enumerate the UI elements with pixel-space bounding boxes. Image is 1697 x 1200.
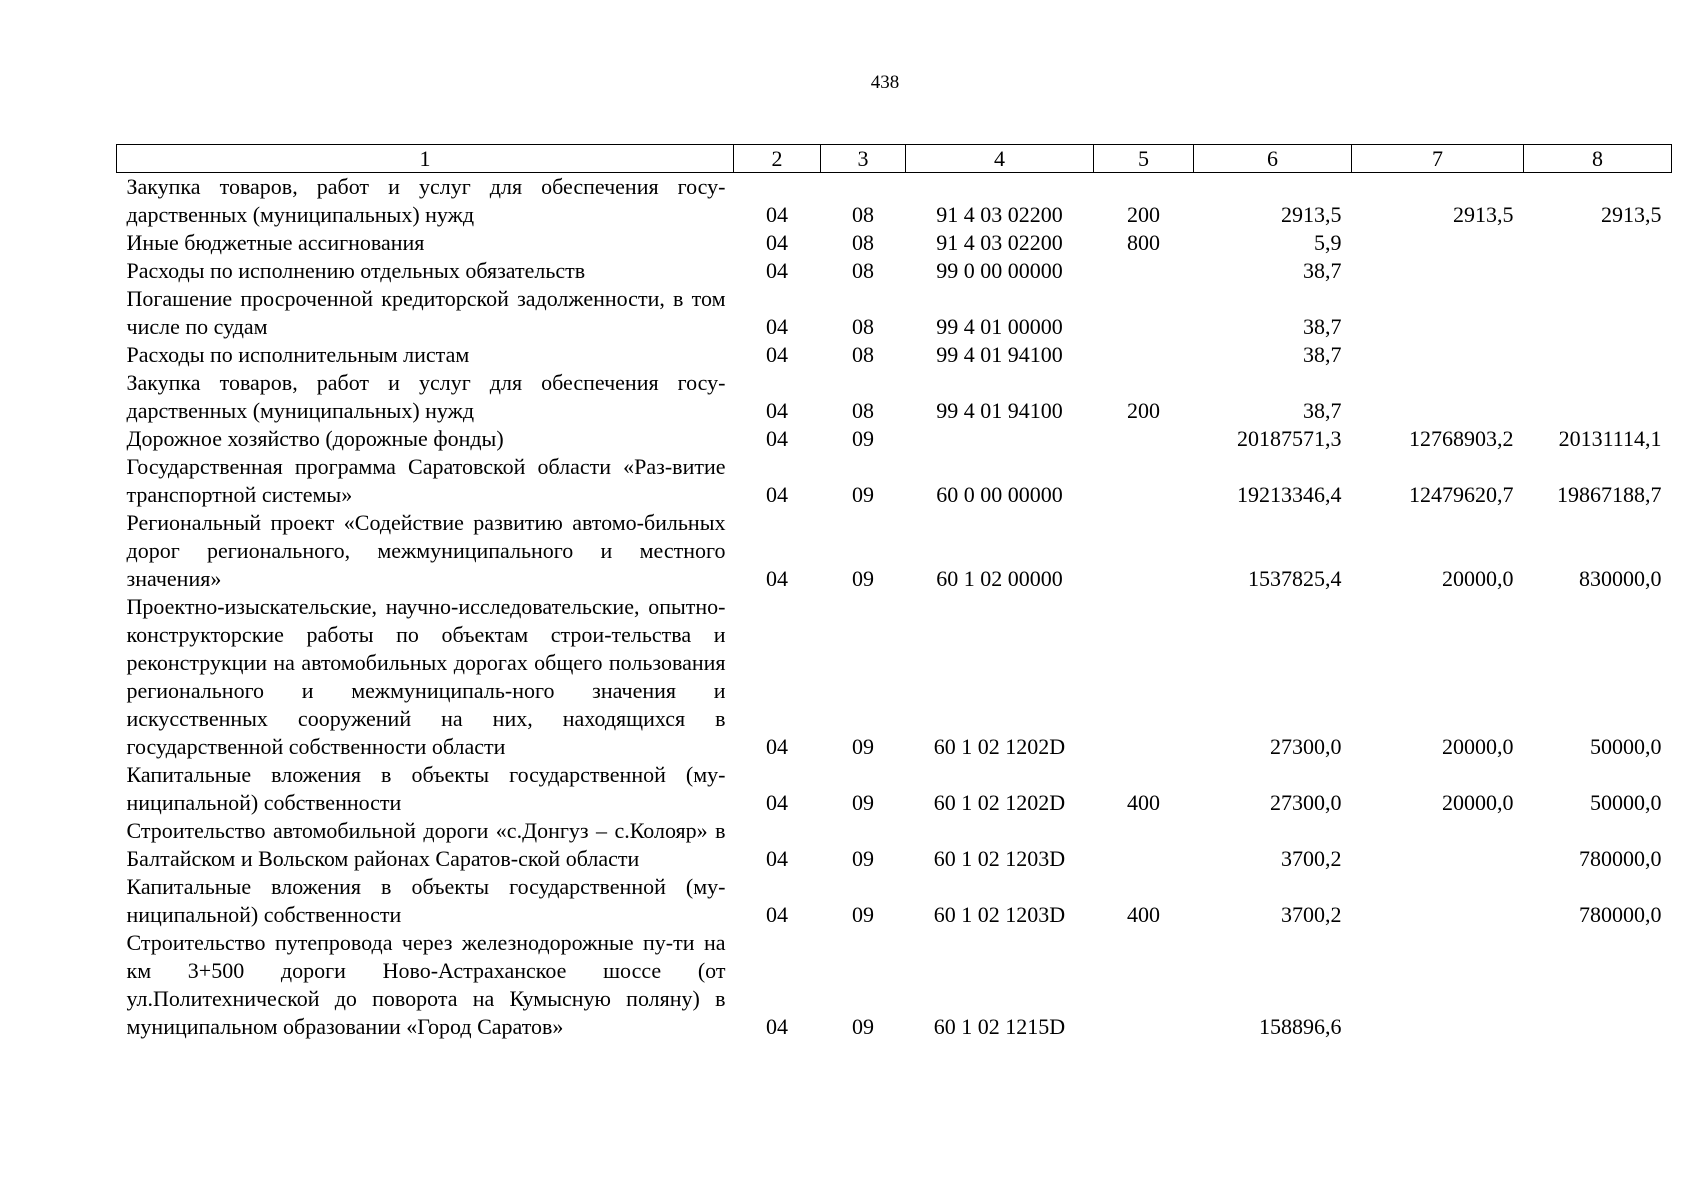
- row-name: Дорожное хозяйство (дорожные фонды): [126, 426, 504, 451]
- table-row: [117, 285, 1672, 341]
- table-row: [117, 929, 1672, 1041]
- header-col-8: 8: [1524, 145, 1672, 173]
- table-header: [117, 145, 1672, 173]
- row-name: Капитальные вложения в объекты государственной (му-ниципальной) собственности: [126, 762, 726, 815]
- row-value-6: 1537825,4: [1248, 566, 1342, 591]
- row-expense-type: [1094, 285, 1194, 341]
- row-expense-type: 200: [1127, 398, 1160, 423]
- row-value-8: 19867188,7: [1557, 482, 1662, 507]
- table-row: [117, 817, 1672, 873]
- row-section: 04: [766, 790, 788, 815]
- row-target-article: 60 1 02 1202D: [933, 734, 1066, 759]
- row-subsection: 09: [852, 902, 874, 927]
- row-subsection: 08: [852, 258, 874, 283]
- row-value-7: [1352, 229, 1524, 257]
- row-value-7: [1352, 341, 1524, 369]
- row-subsection: 08: [852, 230, 874, 255]
- header-col-6: 6: [1194, 145, 1352, 173]
- row-value-8: [1524, 341, 1672, 369]
- row-name: Проектно-изыскательские, научно-исследовательские, опытно-конструкторские работы по объектам строи-тельства и реконструкции на автомобильных дорогах общего пользования регионального и межмуниципаль-ного значения и искусственных сооружений на них, находящихся в государственной собственности области: [126, 594, 726, 759]
- row-name: Региональный проект «Содействие развитию автомо-бильных дорог регионального, межмуниципального и местного значения»: [126, 510, 726, 591]
- row-value-8: 20131114,1: [1558, 426, 1662, 451]
- row-expense-type: [1094, 453, 1194, 509]
- row-target-article: 60 1 02 1203D: [933, 846, 1066, 871]
- row-value-7: 20000,0: [1442, 566, 1514, 591]
- row-value-7: 20000,0: [1442, 790, 1514, 815]
- row-name: Строительство путепровода через железнодорожные пу-ти на км 3+500 дороги Ново-Астраханское шоссе (от ул.Политехнической до поворота на Кумысную поляну) в муниципальном образовании «Город Саратов»: [126, 930, 726, 1039]
- row-target-article: 99 4 01 94100: [936, 342, 1063, 367]
- row-value-8: 780000,0: [1579, 846, 1662, 871]
- row-value-7: 20000,0: [1442, 734, 1514, 759]
- row-value-6: 27300,0: [1270, 734, 1342, 759]
- row-target-article: 60 1 02 1203D: [933, 902, 1066, 927]
- row-section: 04: [766, 566, 788, 591]
- row-value-7: [1352, 257, 1524, 285]
- row-value-8: 830000,0: [1579, 566, 1662, 591]
- row-name: Закупка товаров, работ и услуг для обеспечения госу-дарственных (муниципальных) нужд: [126, 174, 726, 227]
- row-value-6: 158896,6: [1259, 1014, 1342, 1039]
- row-expense-type: [1094, 257, 1194, 285]
- row-subsection: 09: [852, 790, 874, 815]
- row-expense-type: [1094, 929, 1194, 1041]
- header-col-7: 7: [1352, 145, 1524, 173]
- table-row: [117, 257, 1672, 285]
- row-subsection: 08: [852, 398, 874, 423]
- row-subsection: 09: [852, 482, 874, 507]
- row-subsection: 08: [852, 314, 874, 339]
- row-value-6: 38,7: [1303, 258, 1342, 283]
- row-section: 04: [766, 258, 788, 283]
- header-row: [117, 145, 1672, 173]
- row-value-8: 50000,0: [1590, 734, 1662, 759]
- row-target-article: [906, 425, 1094, 453]
- row-value-7: [1352, 369, 1524, 425]
- row-value-7: [1352, 873, 1524, 929]
- row-section: 04: [766, 230, 788, 255]
- row-expense-type: 400: [1127, 902, 1160, 927]
- row-subsection: 08: [852, 342, 874, 367]
- row-expense-type: 800: [1127, 230, 1160, 255]
- row-value-8: 2913,5: [1601, 202, 1662, 227]
- table-row: [117, 873, 1672, 929]
- row-name: Государственная программа Саратовской области «Раз-витие транспортной системы»: [126, 454, 726, 507]
- row-name: Капитальные вложения в объекты государственной (му-ниципальной) собственности: [126, 874, 726, 927]
- row-subsection: 09: [852, 426, 874, 451]
- budget-table: [116, 144, 1672, 1041]
- header-col-1: 1: [117, 145, 734, 173]
- header-col-3: 3: [821, 145, 906, 173]
- table-row: [117, 453, 1672, 509]
- row-subsection: 09: [852, 734, 874, 759]
- row-value-8: 50000,0: [1590, 790, 1662, 815]
- row-name: Расходы по исполнению отдельных обязательств: [126, 258, 586, 283]
- row-value-7: 12479620,7: [1409, 482, 1514, 507]
- header-col-4: 4: [906, 145, 1094, 173]
- row-target-article: 99 4 01 00000: [936, 314, 1063, 339]
- row-value-7: [1352, 817, 1524, 873]
- table-row: [117, 593, 1672, 761]
- row-target-article: 60 1 02 00000: [936, 566, 1063, 591]
- row-section: 04: [766, 902, 788, 927]
- row-name: Строительство автомобильной дороги «с.Донгуз – с.Колояр» в Балтайском и Вольском районах Саратов-ской области: [126, 818, 726, 871]
- table-row: [117, 425, 1672, 453]
- row-expense-type: [1094, 817, 1194, 873]
- row-subsection: 09: [852, 566, 874, 591]
- row-section: 04: [766, 426, 788, 451]
- row-target-article: 60 0 00 00000: [936, 482, 1063, 507]
- row-name: Иные бюджетные ассигнования: [126, 230, 425, 255]
- row-expense-type: [1094, 341, 1194, 369]
- row-target-article: 60 1 02 1202D: [933, 790, 1066, 815]
- row-target-article: 99 0 00 00000: [936, 258, 1063, 283]
- row-section: 04: [766, 314, 788, 339]
- row-subsection: 09: [852, 1014, 874, 1039]
- row-value-6: 38,7: [1303, 342, 1342, 367]
- table-row: [117, 341, 1672, 369]
- row-name: Расходы по исполнительным листам: [126, 342, 470, 367]
- table-row: [117, 509, 1672, 593]
- row-value-6: 20187571,3: [1237, 426, 1342, 451]
- row-target-article: 99 4 01 94100: [936, 398, 1063, 423]
- table-row: [117, 761, 1672, 817]
- table-body: [117, 173, 1672, 1042]
- row-value-6: 3700,2: [1281, 902, 1342, 927]
- row-expense-type: [1094, 425, 1194, 453]
- row-section: 04: [766, 734, 788, 759]
- row-expense-type: 400: [1127, 790, 1160, 815]
- row-expense-type: [1094, 593, 1194, 761]
- row-value-6: 2913,5: [1281, 202, 1342, 227]
- row-value-6: 27300,0: [1270, 790, 1342, 815]
- page-number: 438: [870, 72, 900, 93]
- row-name: Погашение просроченной кредиторской задолженности, в том числе по судам: [126, 286, 726, 339]
- table-row: [117, 229, 1672, 257]
- row-section: 04: [766, 342, 788, 367]
- row-value-8: 780000,0: [1579, 902, 1662, 927]
- row-value-7: [1352, 929, 1524, 1041]
- row-section: 04: [766, 398, 788, 423]
- row-value-7: 2913,5: [1453, 202, 1514, 227]
- row-expense-type: 200: [1127, 202, 1160, 227]
- row-section: 04: [766, 1014, 788, 1039]
- table-row: [117, 369, 1672, 425]
- row-value-8: [1524, 257, 1672, 285]
- row-value-6: 3700,2: [1281, 846, 1342, 871]
- row-section: 04: [766, 482, 788, 507]
- header-col-2: 2: [734, 145, 821, 173]
- row-value-7: 12768903,2: [1409, 426, 1514, 451]
- row-value-8: [1524, 229, 1672, 257]
- header-col-5: 5: [1094, 145, 1194, 173]
- row-value-8: [1524, 285, 1672, 341]
- row-section: 04: [766, 846, 788, 871]
- row-subsection: 09: [852, 846, 874, 871]
- table-row: [117, 173, 1672, 230]
- row-value-6: 38,7: [1303, 314, 1342, 339]
- row-target-article: 91 4 03 02200: [936, 230, 1063, 255]
- row-subsection: 08: [852, 202, 874, 227]
- row-value-8: [1524, 929, 1672, 1041]
- row-name: Закупка товаров, работ и услуг для обеспечения госу-дарственных (муниципальных) нужд: [126, 370, 726, 423]
- row-expense-type: [1094, 509, 1194, 593]
- row-target-article: 60 1 02 1215D: [933, 1014, 1066, 1039]
- row-target-article: 91 4 03 02200: [936, 202, 1063, 227]
- row-value-6: 5,9: [1314, 230, 1342, 255]
- row-value-8: [1524, 369, 1672, 425]
- row-value-6: 38,7: [1303, 398, 1342, 423]
- row-section: 04: [766, 202, 788, 227]
- row-value-7: [1352, 285, 1524, 341]
- row-value-6: 19213346,4: [1237, 482, 1342, 507]
